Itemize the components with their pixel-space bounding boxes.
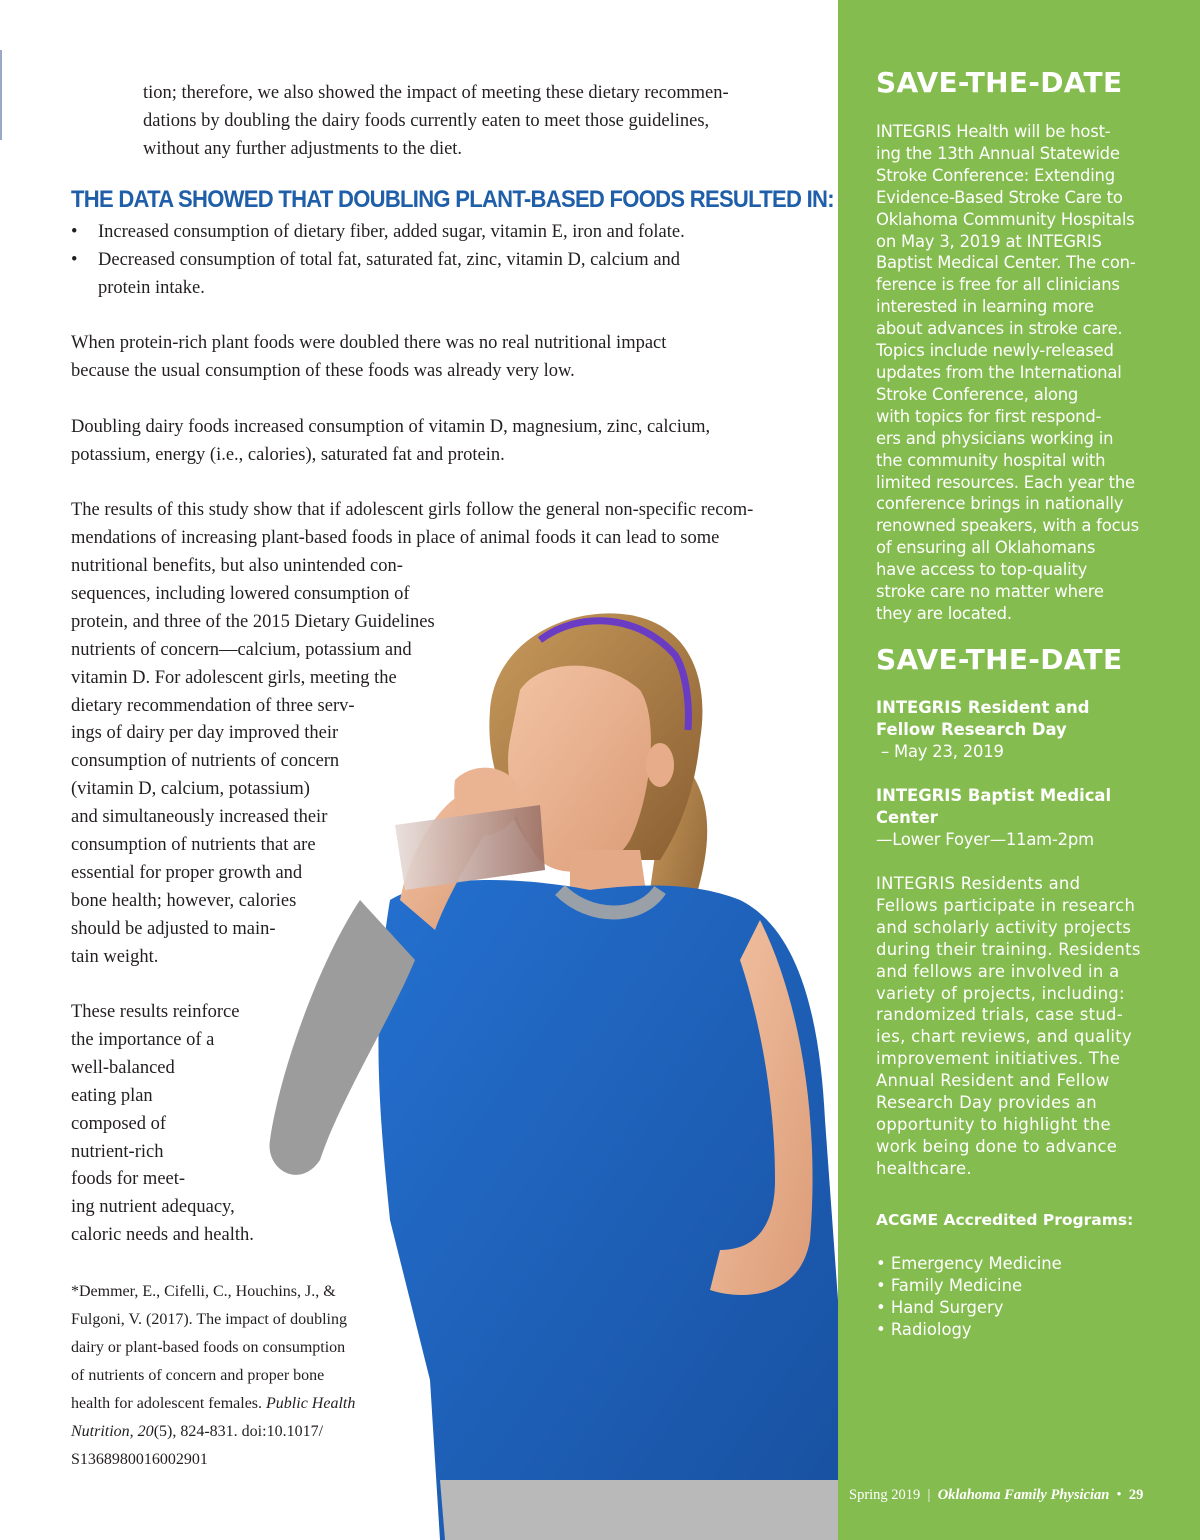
text-line: on May 3, 2019 at INTEGRIS <box>876 231 1102 251</box>
text-line: Stroke Conference, along <box>876 384 1079 404</box>
footer-season: Spring 2019 <box>849 1487 921 1503</box>
text-line: limited resources. Each year the <box>876 472 1135 492</box>
text-line: with topics for first respond- <box>876 406 1102 426</box>
location-detail: —Lower Foyer—11am-2pm <box>876 829 1094 849</box>
text-line: conference brings in nationally <box>876 494 1124 514</box>
text-line: mendations of increasing plant-based foods in place of animal foods it can lead to some <box>71 527 720 548</box>
citation-line <box>71 1390 391 1418</box>
event-date: – May 23, 2019 <box>876 741 1004 761</box>
text-line: they are located. <box>876 603 1012 623</box>
citation-line <box>71 1418 391 1446</box>
text-line: Increased consumption of dietary fiber, added sugar, vitamin E, iron and folate. <box>98 222 685 242</box>
bullet-dot-icon: • <box>71 222 78 242</box>
results-paragraph-wide <box>71 497 791 553</box>
text-line: have access to top-quality <box>876 560 1088 580</box>
dairy-foods-paragraph <box>71 414 771 470</box>
text-line: the importance of a <box>71 1029 215 1050</box>
text-line: ing nutrient adequacy, <box>71 1197 235 1218</box>
program-item: • Hand Surgery <box>876 1297 1004 1317</box>
page-edge-line <box>0 50 2 140</box>
text-line: and scholarly activity projects <box>876 917 1132 937</box>
text-line: dations by doubling the dairy foods currently eaten to meet those guidelines, <box>143 110 710 131</box>
text-line: variety of projects, including: <box>876 983 1125 1003</box>
text-line: renowned speakers, with a focus <box>876 516 1139 536</box>
text-line: Doubling dairy foods increased consumption of vitamin D, magnesium, zinc, calcium, <box>71 417 711 437</box>
text-line: during their training. Residents <box>876 939 1141 959</box>
conclusion-paragraph <box>71 999 371 1250</box>
save-the-date-sidebar <box>838 0 1200 1540</box>
text-line: improvement initiatives. The <box>876 1049 1121 1069</box>
location-name: INTEGRIS Baptist Medical <box>876 786 1112 805</box>
citation-line: Fulgoni, V. (2017). The impact of doubling <box>71 1311 347 1328</box>
program-item: • Family Medicine <box>876 1275 1023 1295</box>
text-line: Topics include newly-released <box>876 341 1114 361</box>
research-day-event <box>876 697 1186 763</box>
text-line: Evidence-Based Stroke Care to <box>876 187 1123 207</box>
citation-line: of nutrients of concern and proper bone <box>71 1367 325 1384</box>
text-line: protein, and three of the 2015 Dietary Guidelines <box>71 611 435 632</box>
program-item: • Radiology <box>876 1319 972 1339</box>
text-line: tion; therefore, we also showed the impact of meeting these dietary recommen- <box>143 83 729 103</box>
text-line: bone health; however, calories <box>71 890 297 911</box>
text-line: Stroke Conference: Extending <box>876 165 1115 185</box>
text-line: The results of this study show that if adolescent girls follow the general non-specific recom- <box>71 500 754 520</box>
footer-separator: | <box>920 1487 938 1503</box>
page-number: 29 <box>1128 1487 1144 1503</box>
stroke-conference-text <box>876 121 1186 625</box>
text-line: INTEGRIS Health will be host- <box>876 122 1111 141</box>
text-line: foods for meet- <box>71 1169 186 1190</box>
footer-dot-icon: • <box>1109 1487 1129 1503</box>
text-line: and fellows are involved in a <box>876 961 1120 981</box>
event-name: INTEGRIS Resident and <box>876 698 1090 717</box>
text-line: and simultaneously increased their <box>71 807 328 828</box>
program-item: • Emergency Medicine <box>876 1254 1062 1273</box>
text-line: consumption of nutrients of concern <box>71 751 340 772</box>
text-line: Baptist Medical Center. The con- <box>876 253 1136 273</box>
text-line: opportunity to highlight the <box>876 1114 1111 1134</box>
text-line: ers and physicians working in <box>876 428 1114 448</box>
text-line: Annual Resident and Fellow <box>876 1071 1110 1091</box>
text-line: the community hospital with <box>876 450 1106 470</box>
text-line: INTEGRIS Residents and <box>876 874 1081 893</box>
text-line: caloric needs and health. <box>71 1225 254 1246</box>
intro-paragraph <box>143 80 783 164</box>
research-day-text <box>876 873 1186 1180</box>
citation-text: (5), 824-831. doi:10.1017/ <box>153 1423 324 1440</box>
text-line: protein intake. <box>98 277 205 298</box>
text-line: about advances in stroke care. <box>876 319 1123 339</box>
bullet-dot-icon: • <box>71 249 78 270</box>
text-line: Research Day provides an <box>876 1093 1097 1113</box>
text-line: When protein-rich plant foods were doubled there was no real nutritional impact <box>71 333 667 353</box>
text-line: well-balanced <box>71 1057 175 1078</box>
text-line: interested in learning more <box>876 297 1094 317</box>
plant-foods-paragraph <box>71 330 751 386</box>
acgme-heading: ACGME Accredited Programs: <box>876 1211 1134 1229</box>
save-the-date-title-research: SAVE-THE-DATE <box>876 643 1123 676</box>
location-name: Center <box>876 807 938 827</box>
text-line: because the usual consumption of these foods was already very low. <box>71 360 575 381</box>
citation-line: S1368980016002901 <box>71 1451 208 1468</box>
results-paragraph-narrow <box>71 553 471 972</box>
text-line: (vitamin D, calcium, potassium) <box>71 779 310 800</box>
text-line: Oklahoma Community Hospitals <box>876 209 1135 229</box>
text-line: updates from the International <box>876 362 1122 382</box>
citation-footnote <box>71 1278 391 1474</box>
footer-magazine-title: Oklahoma Family Physician <box>937 1487 1110 1503</box>
bullet-item-increased <box>71 219 771 247</box>
text-line: Decreased consumption of total fat, saturated fat, zinc, vitamin D, calcium and <box>98 249 681 270</box>
text-line: healthcare. <box>876 1158 972 1178</box>
text-line: potassium, energy (i.e., calories), saturated fat and protein. <box>71 444 505 465</box>
citation-line: *Demmer, E., Cifelli, C., Houchins, J., & <box>71 1283 336 1300</box>
text-line: stroke care no matter where <box>876 582 1104 602</box>
text-line: dietary recommendation of three serv- <box>71 695 355 716</box>
text-line: These results reinforce <box>71 1002 240 1022</box>
citation-journal: Public Health <box>266 1395 356 1412</box>
text-line: without any further adjustments to the diet. <box>143 138 463 159</box>
text-line: eating plan <box>71 1085 153 1106</box>
text-line: tain weight. <box>71 946 159 967</box>
text-line: ings of dairy per day improved their <box>71 723 339 744</box>
save-the-date-title-stroke: SAVE-THE-DATE <box>876 66 1123 99</box>
text-line: essential for proper growth and <box>71 862 303 883</box>
text-line: vitamin D. For adolescent girls, meeting the <box>71 667 397 688</box>
text-line: should be adjusted to main- <box>71 918 276 939</box>
bullet-item-decreased <box>71 247 771 303</box>
text-line: nutrients of concern—calcium, potassium and <box>71 639 412 660</box>
section-heading: THE DATA SHOWED THAT DOUBLING PLANT-BASED FOODS RESULTED IN: <box>71 186 834 213</box>
event-name: Fellow Research Day <box>876 719 1067 739</box>
text-line: composed of <box>71 1113 167 1134</box>
text-line: Fellows participate in research <box>876 895 1136 915</box>
acgme-program-list <box>876 1253 1062 1341</box>
citation-journal: Nutrition, 20 <box>71 1423 154 1440</box>
results-bullet-list <box>71 219 771 303</box>
text-line: consumption of nutrients that are <box>71 835 316 856</box>
text-line: nutritional benefits, but also unintended con- <box>71 556 403 576</box>
text-line: ies, chart reviews, and quality <box>876 1027 1132 1047</box>
citation-text: health for adolescent females. <box>71 1395 267 1412</box>
text-line: sequences, including lowered consumption of <box>71 583 410 604</box>
citation-line: dairy or plant-based foods on consumption <box>71 1339 346 1356</box>
text-line: ing the 13th Annual Statewide <box>876 143 1120 163</box>
text-line: randomized trials, case stud- <box>876 1005 1123 1025</box>
text-line: work being done to advance <box>876 1136 1118 1156</box>
page-footer <box>849 1487 1143 1504</box>
text-line: of ensuring all Oklahomans <box>876 538 1096 558</box>
text-line: ference is free for all clinicians <box>876 275 1120 295</box>
text-line: nutrient-rich <box>71 1141 164 1162</box>
event-location <box>876 785 1186 851</box>
